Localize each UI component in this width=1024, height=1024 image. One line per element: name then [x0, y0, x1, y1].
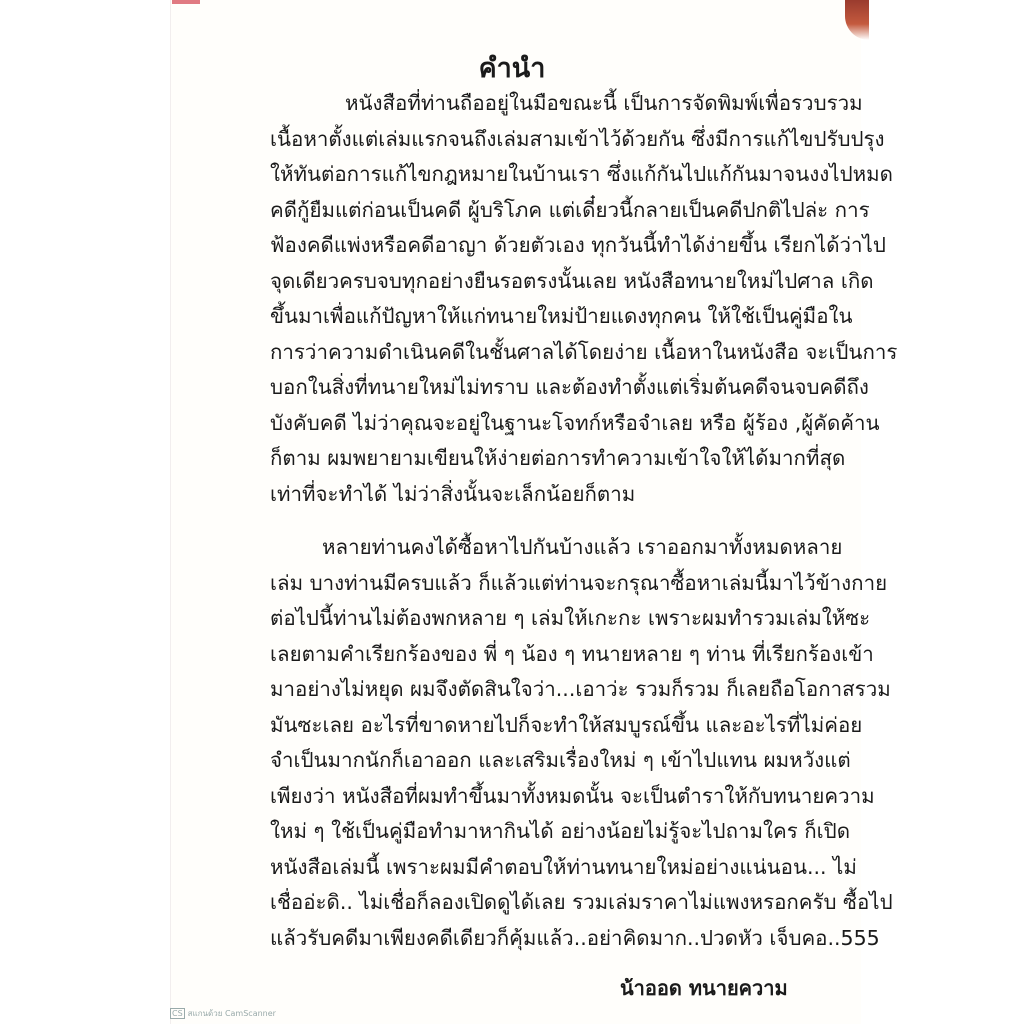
text-line: ใหม่ ๆ ใช้เป็นคู่มือทำมาหากินได้ อย่างน้อยไม่รู้จะไปถามใคร ก็เปิด [270, 819, 851, 843]
text-line: จำเป็นมากนักก็เอาออก และเสริมเรื่องใหม่ ๆ เข้าไปแทน ผมหวังแต่ [270, 748, 851, 772]
text-line: การว่าความดำเนินคดีในชั้นศาลได้โดยง่าย เนื้อหาในหนังสือ จะเป็นการ [270, 339, 898, 364]
text-line: บอกในสิ่งที่ทนายใหม่ไม่ทราบ และต้องทำตั้งแต่เริ่มต้นคดีจนจบคดีถึง [270, 375, 869, 399]
text-line: เลยตามคำเรียกร้องของ พี่ ๆ น้อง ๆ ทนายหลาย ๆ ท่าน ที่เรียกร้องเข้า [270, 641, 874, 666]
text-line: เพียงว่า หนังสือที่ผมทำขึ้นมาทั้งหมดนั้น จะเป็นตำราให้กับทนายความ [270, 783, 875, 808]
text-line: คดีกู้ยืมแต่ก่อนเป็นคดี ผู้บริโภค แต่เดี๋ยวนี้กลายเป็นคดีปกติไปล่ะ การ [270, 197, 870, 222]
text-line: จุดเดียวครบจบทุกอย่างยืนรอตรงนั้นเลย หนังสือทนายใหม่ไปศาล เกิด [270, 268, 874, 293]
text-line: หลายท่านคงได้ซื้อหาไปกันบ้างแล้ว เราออกมาทั้งหมดหลาย [322, 535, 843, 559]
text-line: เท่าที่จะทำได้ ไม่ว่าสิ่งนั้นจะเล็กน้อยก็ตาม [270, 481, 636, 506]
text-line: ต่อไปนี้ท่านไม่ต้องพกหลาย ๆ เล่มให้เกะกะ เพราะผมทำรวมเล่มให้ซะ [270, 606, 871, 630]
text-line: เนื้อหาตั้งแต่เล่มแรกจนถึงเล่มสามเข้าไว้ด้วยกัน ซึ่งมีการแก้ไขปรับปรุง [270, 126, 885, 151]
text-line: มันซะเลย อะไรที่ขาดหายไปก็จะทำให้สมบูรณ์ขึ้น และอะไรที่ไม่ค่อย [270, 712, 863, 737]
text-line: บังคับคดี ไม่ว่าคุณจะอยู่ในฐานะโจทก์หรือจำเลย หรือ ผู้ร้อง ,ผู้คัดค้าน [270, 410, 880, 435]
text-line: ให้ทันต่อการแก้ไขกฎหมายในบ้านเรา ซึ่งแก้กันไปแก้กันมาจนงงไปหมด [270, 162, 893, 186]
text-line: หนังสือที่ท่านถืออยู่ในมือขณะนี้ เป็นการจัดพิมพ์เพื่อรวบรวม [345, 91, 863, 115]
text-line: ขึ้นมาเพื่อแก้ปัญหาให้แก่ทนายใหม่ป้ายแดงทุกคน ให้ใช้เป็นคู่มือใน [270, 304, 853, 328]
text-line: มาอย่างไม่หยุด ผมจึงตัดสินใจว่า...เอาว่ะ รวมก็รวม ก็เลยถือโอกาสรวม [270, 677, 891, 701]
text-line: ฟ้องคดีแพ่งหรือคดีอาญา ด้วยตัวเอง ทุกวันนี้ทำได้ง่ายขึ้น เรียกได้ว่าไป [270, 233, 886, 257]
author-signature: น้าออด ทนายความ [620, 976, 788, 1000]
text-line: แล้วรับคดีมาเพียงคดีเดียวก็คุ้มแล้ว..อย่าคิดมาก..ปวดหัว เจ็บคอ..555 [270, 925, 880, 950]
camscanner-logo-icon: CS [172, 1009, 183, 1018]
text-line: เชื่ออ่ะดิ.. ไม่เชื่อก็ลองเปิดดูได้เลย รวมเล่มราคาไม่แพงหรอกครับ ซื้อไป [270, 890, 893, 914]
page-mark [172, 0, 200, 4]
scanner-watermark [170, 1007, 276, 1020]
text-line: ก็ตาม ผมพยายามเขียนให้ง่ายต่อการทำความเข้าใจให้ได้มากที่สุด [270, 446, 846, 470]
text-line: หนังสือเล่มนี้ เพราะผมมีคำตอบให้ท่านทนายใหม่อย่างแน่นอน... ไม่ [270, 854, 857, 879]
text-line: เล่ม บางท่านมีครบแล้ว ก็แล้วแต่ท่านจะกรุณาซื้อหาเล่มนี้มาไว้ข้างกาย [270, 570, 888, 595]
watermark-text: สแกนด้วย CamScanner [187, 1009, 276, 1018]
page-title: คำนำ [478, 53, 546, 84]
